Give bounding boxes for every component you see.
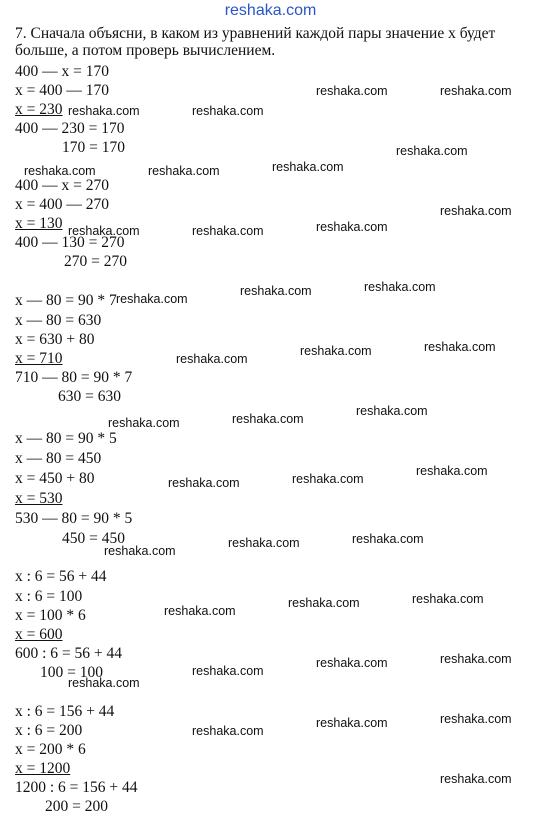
- watermark: reshaka.com: [108, 416, 180, 430]
- eq-e2: х : 6 = 100: [15, 588, 83, 605]
- eq-f4: х = 1200: [15, 760, 71, 777]
- eq-a4: 400 — 230 = 170: [15, 120, 125, 137]
- task-text: 7. Сначала объясни, в каком из уравнений каждой пары значение х будет больше, а потом проверь вычислением.: [15, 25, 496, 59]
- watermark: reshaka.com: [68, 104, 140, 118]
- watermark: reshaka.com: [412, 592, 484, 606]
- eq-a3: х = 230: [15, 101, 63, 118]
- eq-d6: 450 = 450: [62, 530, 125, 547]
- watermark: reshaka.com: [396, 144, 468, 158]
- eq-d3: х = 450 + 80: [15, 470, 95, 487]
- eq-b3: х = 130: [15, 215, 63, 232]
- eq-e5: 600 : 6 = 56 + 44: [15, 645, 123, 662]
- eq-e6: 100 = 100: [40, 664, 103, 681]
- eq-b2: х = 400 — 270: [15, 196, 109, 213]
- watermark: reshaka.com: [316, 220, 388, 234]
- watermark: reshaka.com: [300, 344, 372, 358]
- watermark: reshaka.com: [168, 476, 240, 490]
- watermark: reshaka.com: [316, 84, 388, 98]
- watermark: reshaka.com: [356, 404, 428, 418]
- eq-d5: 530 — 80 = 90 * 5: [15, 510, 133, 527]
- eq-b4: 400 — 130 = 270: [15, 234, 125, 251]
- eq-f2: х : 6 = 200: [15, 722, 83, 739]
- watermark: reshaka.com: [116, 292, 188, 306]
- eq-f5: 1200 : 6 = 156 + 44: [15, 779, 138, 796]
- eq-c3: х = 630 + 80: [15, 331, 95, 348]
- eq-b5: 270 = 270: [64, 253, 127, 270]
- eq-c4: х = 710: [15, 350, 63, 367]
- watermark: reshaka.com: [440, 772, 512, 786]
- eq-a5: 170 = 170: [62, 139, 125, 156]
- watermark: reshaka.com: [228, 536, 300, 550]
- watermark: reshaka.com: [440, 652, 512, 666]
- eq-f6: 200 = 200: [45, 798, 108, 815]
- watermark: reshaka.com: [316, 656, 388, 670]
- watermark: reshaka.com: [164, 604, 236, 618]
- eq-b1: 400 — х = 270: [15, 177, 109, 194]
- watermark: reshaka.com: [440, 712, 512, 726]
- eq-c1: х — 80 = 90 * 7: [15, 292, 117, 309]
- watermark: reshaka.com: [24, 164, 96, 178]
- watermark: reshaka.com: [316, 716, 388, 730]
- watermark: reshaka.com: [148, 164, 220, 178]
- eq-e4: х = 600: [15, 626, 63, 643]
- watermark: reshaka.com: [104, 544, 176, 558]
- watermark: reshaka.com: [192, 104, 264, 118]
- site-header[interactable]: reshaka.com: [224, 2, 317, 19]
- watermark: reshaka.com: [440, 84, 512, 98]
- eq-c5: 710 — 80 = 90 * 7: [15, 369, 133, 386]
- watermark: reshaka.com: [192, 724, 264, 738]
- eq-d1: х — 80 = 90 * 5: [15, 430, 117, 447]
- watermark: reshaka.com: [440, 204, 512, 218]
- watermark: reshaka.com: [272, 160, 344, 174]
- watermark: reshaka.com: [232, 412, 304, 426]
- watermark: reshaka.com: [176, 352, 248, 366]
- watermark: reshaka.com: [364, 280, 436, 294]
- eq-f3: х = 200 * 6: [15, 741, 86, 758]
- eq-a2: х = 400 — 170: [15, 82, 109, 99]
- eq-e1: х : 6 = 56 + 44: [15, 568, 107, 585]
- watermark: reshaka.com: [68, 676, 140, 690]
- watermark: reshaka.com: [192, 224, 264, 238]
- eq-d4: х = 530: [15, 490, 63, 507]
- watermark: reshaka.com: [424, 340, 496, 354]
- watermark: reshaka.com: [240, 284, 312, 298]
- eq-e3: х = 100 * 6: [15, 607, 86, 624]
- eq-f1: х : 6 = 156 + 44: [15, 703, 115, 720]
- watermark: reshaka.com: [292, 472, 364, 486]
- watermark: reshaka.com: [68, 224, 140, 238]
- eq-a1: 400 — х = 170: [15, 63, 109, 80]
- eq-c6: 630 = 630: [58, 388, 121, 405]
- watermark: reshaka.com: [416, 464, 488, 478]
- eq-d2: х — 80 = 450: [15, 450, 102, 467]
- watermark: reshaka.com: [352, 532, 424, 546]
- watermark: reshaka.com: [288, 596, 360, 610]
- eq-c2: х — 80 = 630: [15, 312, 102, 329]
- watermark: reshaka.com: [192, 664, 264, 678]
